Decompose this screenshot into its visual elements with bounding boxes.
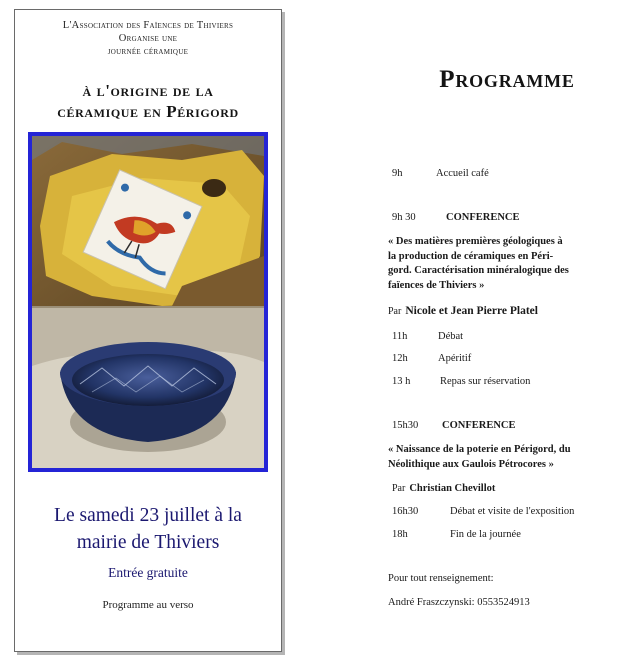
speaker-prefix: Par	[388, 306, 402, 317]
schedule-label: Apéritif	[438, 353, 472, 364]
conference-heading: CONFERENCE	[442, 420, 516, 431]
talk-2-line: « Naissance de la poterie en Périgord, du	[388, 444, 571, 455]
speaker-prefix: Par	[392, 483, 406, 494]
event-date-location	[15, 502, 281, 556]
association-line-2: Organise une	[118, 33, 178, 44]
photo-frame	[28, 132, 268, 472]
programme-title: Programme	[439, 66, 575, 93]
talk-1-speaker	[388, 305, 538, 317]
talk-1-line: faïences de Thiviers »	[388, 279, 485, 291]
contact-person: André Fraszczynski: 0553524913	[388, 597, 530, 608]
speaker-name: Nicole et Jean Pierre Platel	[405, 305, 538, 317]
lower-photo	[32, 308, 264, 468]
conference-heading: CONFERENCE	[446, 212, 520, 223]
talk-1-line: la production de céramiques en Péri-	[388, 250, 554, 262]
entry-free: Entrée gratuite	[108, 565, 188, 580]
schedule-time: 11h	[392, 331, 408, 342]
event-line-1: Le samedi 23 juillet à la	[54, 505, 242, 526]
talk-2-title	[388, 443, 628, 472]
schedule-time: 9h 30	[392, 212, 416, 223]
schedule-label: Repas sur réservation	[440, 376, 531, 387]
schedule-time: 15h30	[392, 420, 419, 431]
schedule-time: 13 h	[392, 376, 411, 387]
association-header	[15, 19, 281, 58]
flyer-panel	[14, 9, 282, 652]
schedule-label: Accueil café	[436, 168, 489, 179]
flyer-headline	[15, 80, 281, 122]
contact-label: Pour tout renseignement:	[388, 573, 494, 584]
schedule-time: 12h	[392, 353, 408, 364]
headline-line-1: à l'origine de la	[82, 81, 214, 100]
association-line-3: journée céramique	[107, 46, 189, 57]
schedule-label: Débat et visite de l'exposition	[450, 506, 575, 517]
ceramics-photo	[32, 136, 264, 468]
upper-photo	[32, 136, 264, 306]
talk-1-title	[388, 235, 628, 293]
schedule-label: Débat	[438, 331, 464, 342]
talk-1-line: « Des matières premières géologiques à	[388, 236, 563, 247]
schedule-time: 9h	[392, 168, 403, 179]
schedule-time: 16h30	[392, 506, 419, 517]
event-line-2: mairie de Thiviers	[76, 532, 220, 553]
talk-1-line: gord. Caractérisation minéralogique des	[388, 265, 569, 276]
schedule-label: Fin de la journée	[450, 529, 521, 540]
schedule-time: 18h	[392, 529, 408, 540]
headline-line-2: céramique en Périgord	[57, 102, 239, 121]
talk-2-speaker	[392, 482, 495, 494]
association-line-1: L'Association des Faïences de Thiviers	[62, 20, 234, 31]
speaker-name: Christian Chevillot	[409, 483, 496, 494]
talk-2-line: Néolithique aux Gaulois Pétrocores »	[388, 458, 554, 470]
programme-verso-note: Programme au verso	[102, 599, 194, 611]
